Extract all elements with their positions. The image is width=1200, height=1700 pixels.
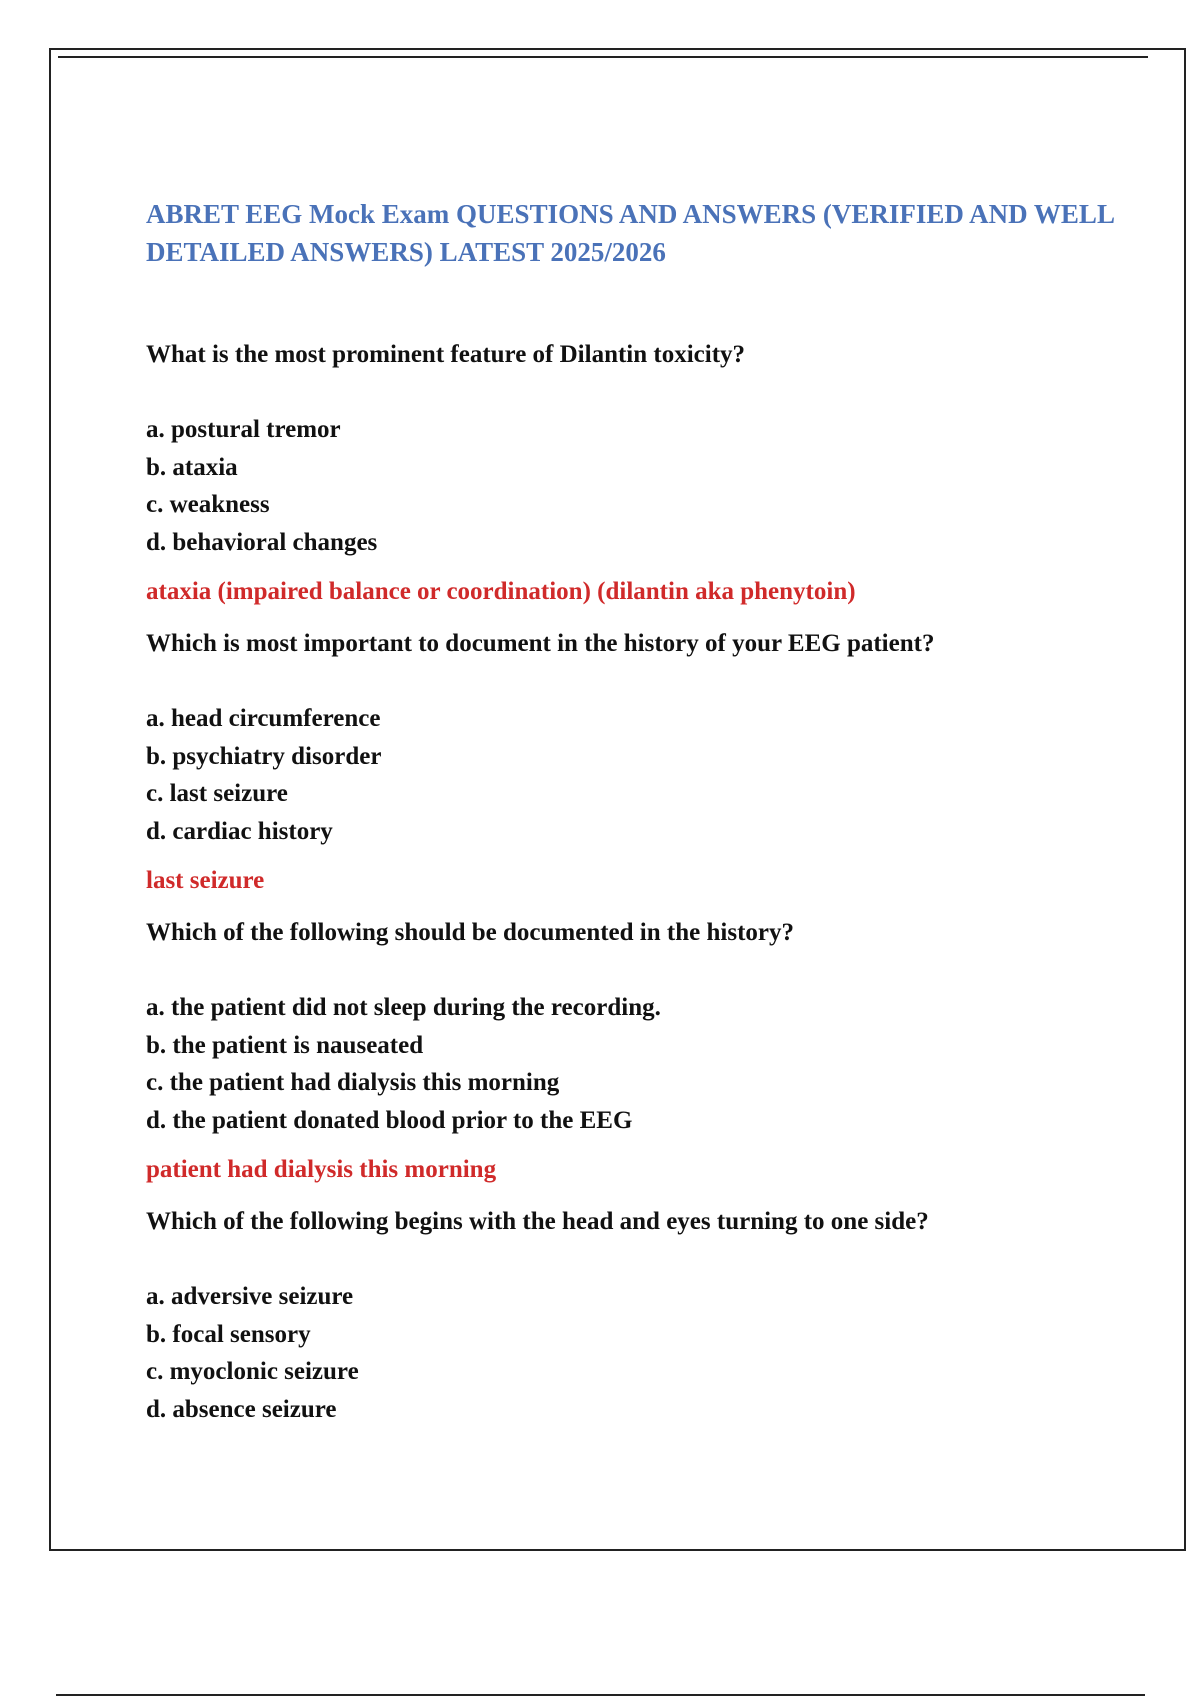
- option-d: d. behavioral changes: [146, 528, 378, 556]
- answer-text: ataxia (impaired balance or coordination) (dilantin aka phenytoin): [146, 578, 856, 605]
- option-b: b. ataxia: [146, 453, 238, 481]
- answer-text: last seizure: [146, 867, 265, 894]
- document-title: ABRET EEG Mock Exam QUESTIONS AND ANSWERS (VERIFIED AND WELL DETAILED ANSWERS) LATEST 2025/2026: [146, 199, 1114, 267]
- option-list: [146, 989, 1146, 1139]
- option-c: c. myoclonic seizure: [146, 1358, 359, 1385]
- option-a: a. postural tremor: [146, 416, 341, 443]
- question-block: [146, 1206, 1146, 1428]
- option-a: a. adversive seizure: [146, 1283, 354, 1310]
- option-a: a. head circumference: [146, 705, 381, 732]
- question-text: Which of the following begins with the head and eyes turning to one side?: [146, 1208, 929, 1235]
- option-b: b. the patient is nauseated: [146, 1031, 424, 1059]
- question-block: [146, 339, 1146, 608]
- option-c: c. weakness: [146, 491, 270, 518]
- question-block: [146, 917, 1146, 1186]
- option-d: d. the patient donated blood prior to the EEG: [146, 1106, 633, 1134]
- answer-text: patient had dialysis this morning: [146, 1156, 497, 1183]
- bottom-rule: [56, 1694, 1145, 1696]
- question-text: Which of the following should be documented in the history?: [146, 919, 794, 946]
- top-rule: [58, 56, 1148, 58]
- option-c: c. the patient had dialysis this morning: [146, 1069, 560, 1096]
- question-text: Which is most important to document in the history of your EEG patient?: [146, 630, 935, 657]
- document-content: [146, 195, 1146, 1428]
- option-c: c. last seizure: [146, 780, 288, 807]
- option-list: [146, 411, 1146, 561]
- option-b: b. psychiatry disorder: [146, 742, 382, 770]
- question-text: What is the most prominent feature of Dilantin toxicity?: [146, 341, 746, 368]
- option-d: d. absence seizure: [146, 1395, 337, 1423]
- option-d: d. cardiac history: [146, 817, 333, 845]
- option-list: [146, 1278, 1146, 1428]
- option-list: [146, 700, 1146, 850]
- option-b: b. focal sensory: [146, 1320, 311, 1348]
- question-block: [146, 628, 1146, 897]
- option-a: a. the patient did not sleep during the recording.: [146, 994, 661, 1021]
